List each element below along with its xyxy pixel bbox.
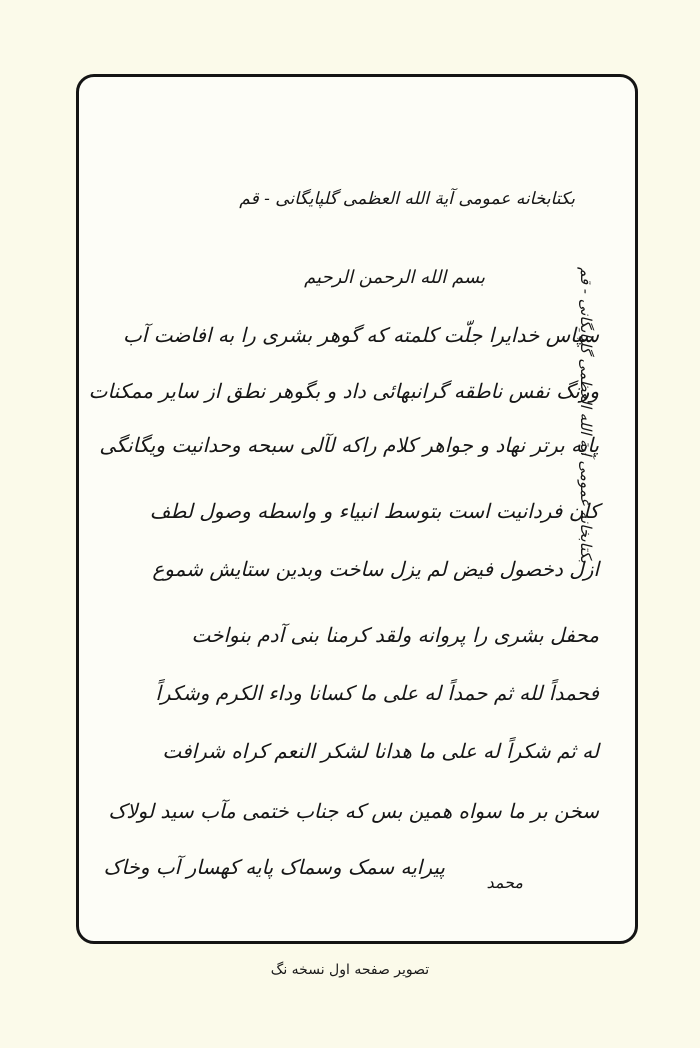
manuscript-line: پیرایه سمک وسماک پایه کهسار آب وخاک: [103, 855, 445, 879]
manuscript-line: له ثم شکراً له علی ما هدانا لشکر النعم کراه شرافت: [162, 739, 599, 763]
manuscript-line: کان فردانیت است بتوسط انبیاء و واسطه وصول لطف: [149, 499, 599, 523]
manuscript-line: ازل دخصول فیض لم یزل ساخت وبدین ستایش شموع: [152, 557, 599, 581]
figure-caption: تصویر صفحه اول نسخه نگ: [270, 962, 430, 978]
manuscript-line: ورنگ نفس ناطقه گرانبهائی داد و بگوهر نطق از سایر ممکنات: [88, 379, 599, 403]
library-stamp-note: بکتابخانه عمومی آیة الله العظمی گلپایگانی - قم: [239, 189, 575, 209]
margin-note: بکتابخانه عمومی آیة الله العظمی گلپایگانی - قم: [577, 267, 595, 564]
manuscript-line: سخن بر ما سواه همین بس که جناب ختمی مآب سید لولاک: [108, 799, 599, 823]
manuscript-line: محفل بشری را پروانه ولقد کرمنا بنی آدم بنواخت: [191, 623, 599, 647]
manuscript-page: [76, 74, 638, 944]
manuscript-line: سپاس خدایرا جلّت کلمته که گوهر بشری را به افاضت آب: [122, 323, 599, 347]
manuscript-line: فحمداً لله ثم حمداً له علی ما کسانا وداء الکرم وشکراً: [155, 681, 599, 705]
catchword: محمد: [486, 873, 523, 892]
basmala: بسم الله الرحمن الرحیم: [304, 267, 485, 288]
manuscript-line: پایه برتر نهاد و جواهر کلام راکه لآلی سبحه وحدانیت ویگانگی: [99, 433, 599, 457]
